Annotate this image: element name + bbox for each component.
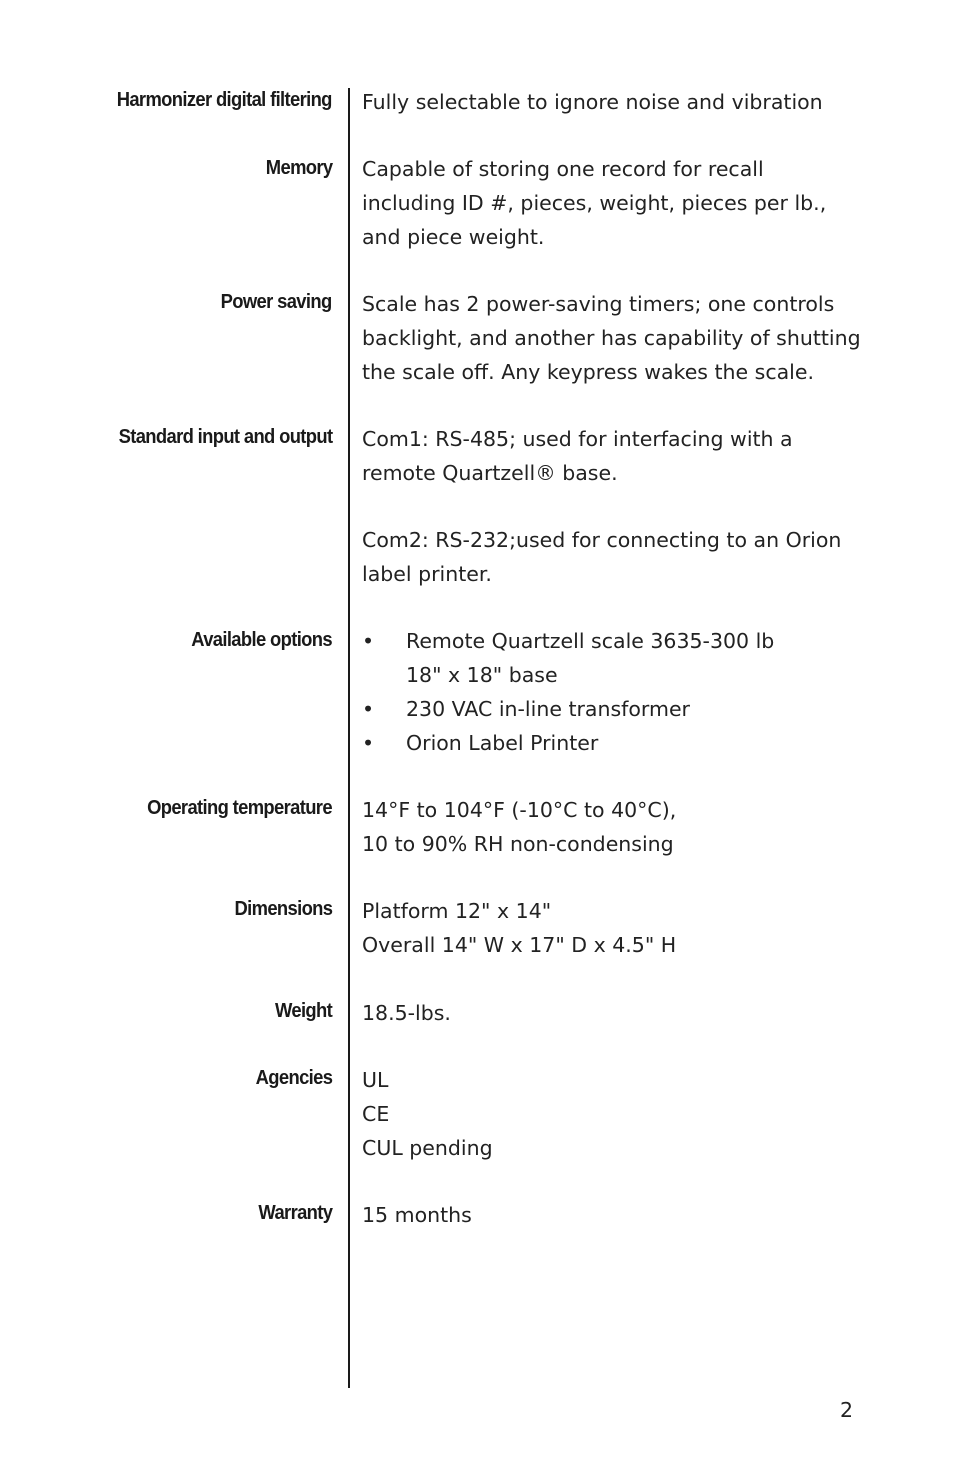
spec-value-line: Overall 14" W x 17" D x 4.5" H — [362, 933, 677, 957]
spec-value-memory — [362, 152, 826, 254]
option-text: Remote Quartzell scale 3635-300 lb — [406, 629, 775, 653]
spec-label-options: Available options — [191, 629, 332, 651]
bullet-icon: • — [362, 697, 375, 721]
bullet-icon: • — [362, 731, 375, 755]
spec-value-line: including ID #, pieces, weight, pieces per lb., — [362, 191, 827, 215]
spec-label-power-saving: Power saving — [221, 291, 332, 313]
list-item — [362, 692, 774, 726]
page-number: 2 — [840, 1398, 854, 1422]
column-divider — [348, 88, 350, 1388]
spec-value-filtering — [362, 85, 823, 119]
spec-value-line: the scale off. Any keypress wakes the scale. — [362, 360, 815, 384]
list-item — [362, 624, 774, 692]
option-text: 230 VAC in-line transformer — [406, 697, 690, 721]
option-text: Orion Label Printer — [406, 731, 599, 755]
spec-label-dimensions: Dimensions — [234, 898, 332, 920]
spec-label-io: Standard input and output — [118, 426, 332, 448]
spec-value-line: and piece weight. — [362, 225, 545, 249]
spec-value-com2 — [362, 523, 841, 591]
spec-value-line: label printer. — [362, 562, 492, 586]
spec-value-line: Capable of storing one record for recall — [362, 157, 764, 181]
spec-value-line: Scale has 2 power-saving timers; one controls — [362, 292, 835, 316]
spec-value-line: Fully selectable to ignore noise and vibration — [362, 90, 823, 114]
spec-value-dimensions — [362, 894, 676, 962]
spec-value-line: 14°F to 104°F (-10°C to 40°C), — [362, 798, 677, 822]
spec-label-memory: Memory — [265, 157, 332, 179]
spec-value-line: CUL pending — [362, 1136, 493, 1160]
spec-label-warranty: Warranty — [258, 1202, 332, 1224]
spec-value-line: 18.5-lbs. — [362, 1001, 451, 1025]
spec-value-line: 10 to 90% RH non-condensing — [362, 832, 674, 856]
spec-value-weight — [362, 996, 451, 1030]
spec-value-com1 — [362, 422, 793, 490]
spec-value-line: CE — [362, 1102, 390, 1126]
spec-value-line: remote Quartzell® base. — [362, 461, 618, 485]
option-subtext: 18" x 18" base — [406, 663, 558, 687]
spec-value-temperature — [362, 793, 676, 861]
spec-value-line: 15 months — [362, 1203, 472, 1227]
list-item — [362, 726, 774, 760]
spec-value-agencies — [362, 1063, 493, 1165]
spec-value-line: UL — [362, 1068, 389, 1092]
bullet-icon: • — [362, 629, 375, 653]
spec-value-warranty — [362, 1198, 472, 1232]
spec-label-agencies: Agencies — [255, 1067, 332, 1089]
spec-value-line: Platform 12" x 14" — [362, 899, 552, 923]
spec-value-line: backlight, and another has capability of shutting — [362, 326, 861, 350]
spec-value-power-saving — [362, 287, 861, 389]
spec-value-line: Com2: RS-232;used for connecting to an Orion — [362, 528, 842, 552]
spec-label-filtering: Harmonizer digital filtering — [116, 89, 332, 111]
spec-value-line: Com1: RS-485; used for interfacing with a — [362, 427, 793, 451]
options-list — [362, 624, 774, 760]
spec-label-weight: Weight — [274, 1000, 332, 1022]
spec-label-temperature: Operating temperature — [147, 797, 332, 819]
